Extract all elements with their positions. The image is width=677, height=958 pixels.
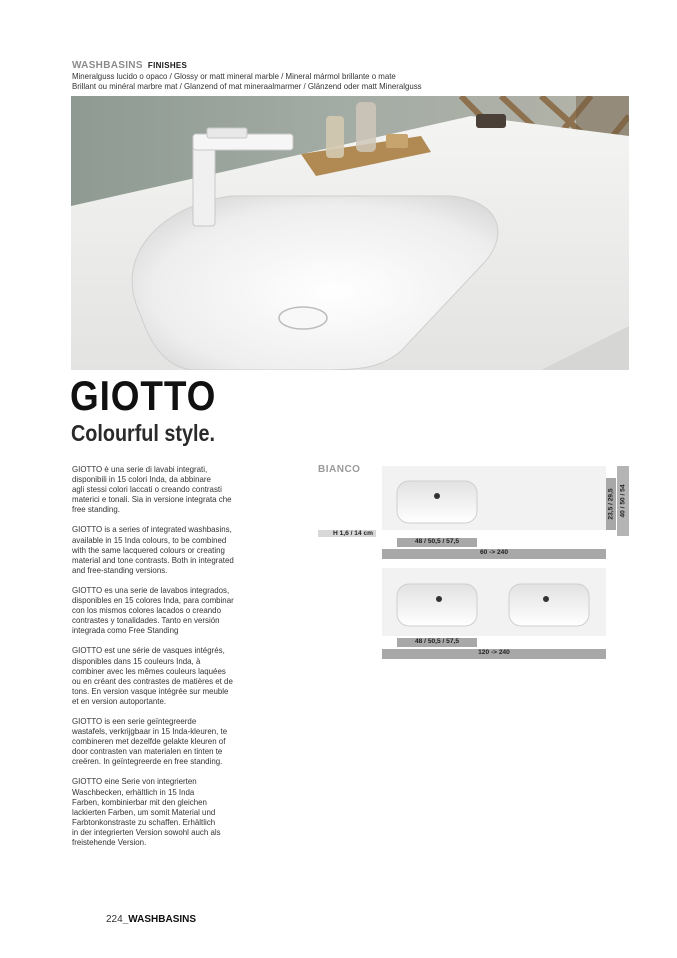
single-basin-top (382, 466, 606, 530)
double-basin-width-bar (397, 638, 477, 647)
double-basin-top (382, 568, 606, 636)
page-header (72, 60, 632, 91)
single-top-width-bar (382, 549, 606, 559)
page-footer: 224_WASHBASINS (106, 914, 197, 925)
product-photo (71, 96, 629, 370)
product-tagline: Colourful style. (71, 420, 215, 446)
description-it: GIOTTO è una serie di lavabi integrati, disponibili in 15 colori Inda, da abbinare agli stessi colori laccati o creando contrasti materici e tonali. Sia in versione integrata che free standing. (72, 464, 232, 515)
single-basin-depth: 23,5 / 29,5 (607, 488, 615, 520)
double-top-width: 120 -> 240 (478, 649, 510, 656)
washbasin-photo (71, 96, 629, 370)
description-de: GIOTTO eine Serie von integrierten Waschbecken, erhältlich in 15 Inda Farben, kombinierbar mit den gleichen lackierten Farben, um somit Material und Farbtonkonstraste zu schaffen. Erhältlich in der integrierten Version sowohl auch als freistehende Version. (72, 776, 221, 847)
subsection-title: FINISHES (147, 61, 188, 70)
footer-section: WASHBASINS (128, 914, 197, 925)
product-name: GIOTTO (70, 372, 217, 419)
single-basin-drawing (382, 466, 606, 530)
thickness-bar (318, 530, 376, 537)
section-title: WASHBASINS (72, 60, 143, 71)
description-nl: GIOTTO is een serie geïntegreerde wastafels, verkrijgbaar in 15 Inda-kleuren, te combineren met dezelfde gelakte kleuren of door contrasten van materialen en tinten te creëren. In geïntegreerde en free standing. (72, 715, 228, 767)
description-block (72, 464, 272, 857)
single-basin-width-bar (397, 538, 477, 547)
single-top-depth: 40 / 50 / 54 (619, 484, 627, 518)
variant-label: BIANCO (318, 464, 361, 475)
single-top-width: 60 -> 240 (479, 549, 509, 556)
single-basin-width: 48 / 50,5 / 57,5 (415, 538, 459, 545)
finishes-line-2: Brillant ou minéral marbre mat / Glanzend of mat mineraalmarmer / Glänzend oder matt Mineralguss (72, 81, 422, 91)
double-basin-width: 48 / 50,5 / 57,5 (415, 638, 459, 645)
double-basin-drawing (382, 568, 606, 636)
description-es: GIOTTO es una serie de lavabos integrados, disponibles en 15 colores Inda, para combinar con los mismos colores lacados o creando contrastes y tonalidades. Tanto en versión integrada como Free Standing (72, 584, 234, 636)
single-top-depth-bar (617, 466, 629, 536)
double-top-width-bar (382, 649, 606, 659)
finishes-line-1: Mineralguss lucido o opaco / Glossy or matt mineral marble / Mineral mármol brillante o mate (72, 71, 396, 81)
description-fr: GIOTTO est une série de vasques intégrés, disponibles dans 15 couleurs Inda, à combiner avec les mêmes couleurs laquées ou en créant des contrastes de matières et de tons. En version vasque intégrée sur meuble et en version autoportante. (72, 645, 233, 706)
section-label (72, 60, 632, 71)
description-en: GIOTTO is a series of integrated washbasins, available in 15 Inda colours, to be combined with the same lacquered colours or creating material and tone contrasts. Both in integrated and free-standing versions. (72, 524, 234, 575)
page-number: 224 (106, 914, 123, 925)
thickness-value: H 1,6 / 14 cm (333, 530, 373, 537)
single-basin-depth-bar (606, 478, 616, 530)
